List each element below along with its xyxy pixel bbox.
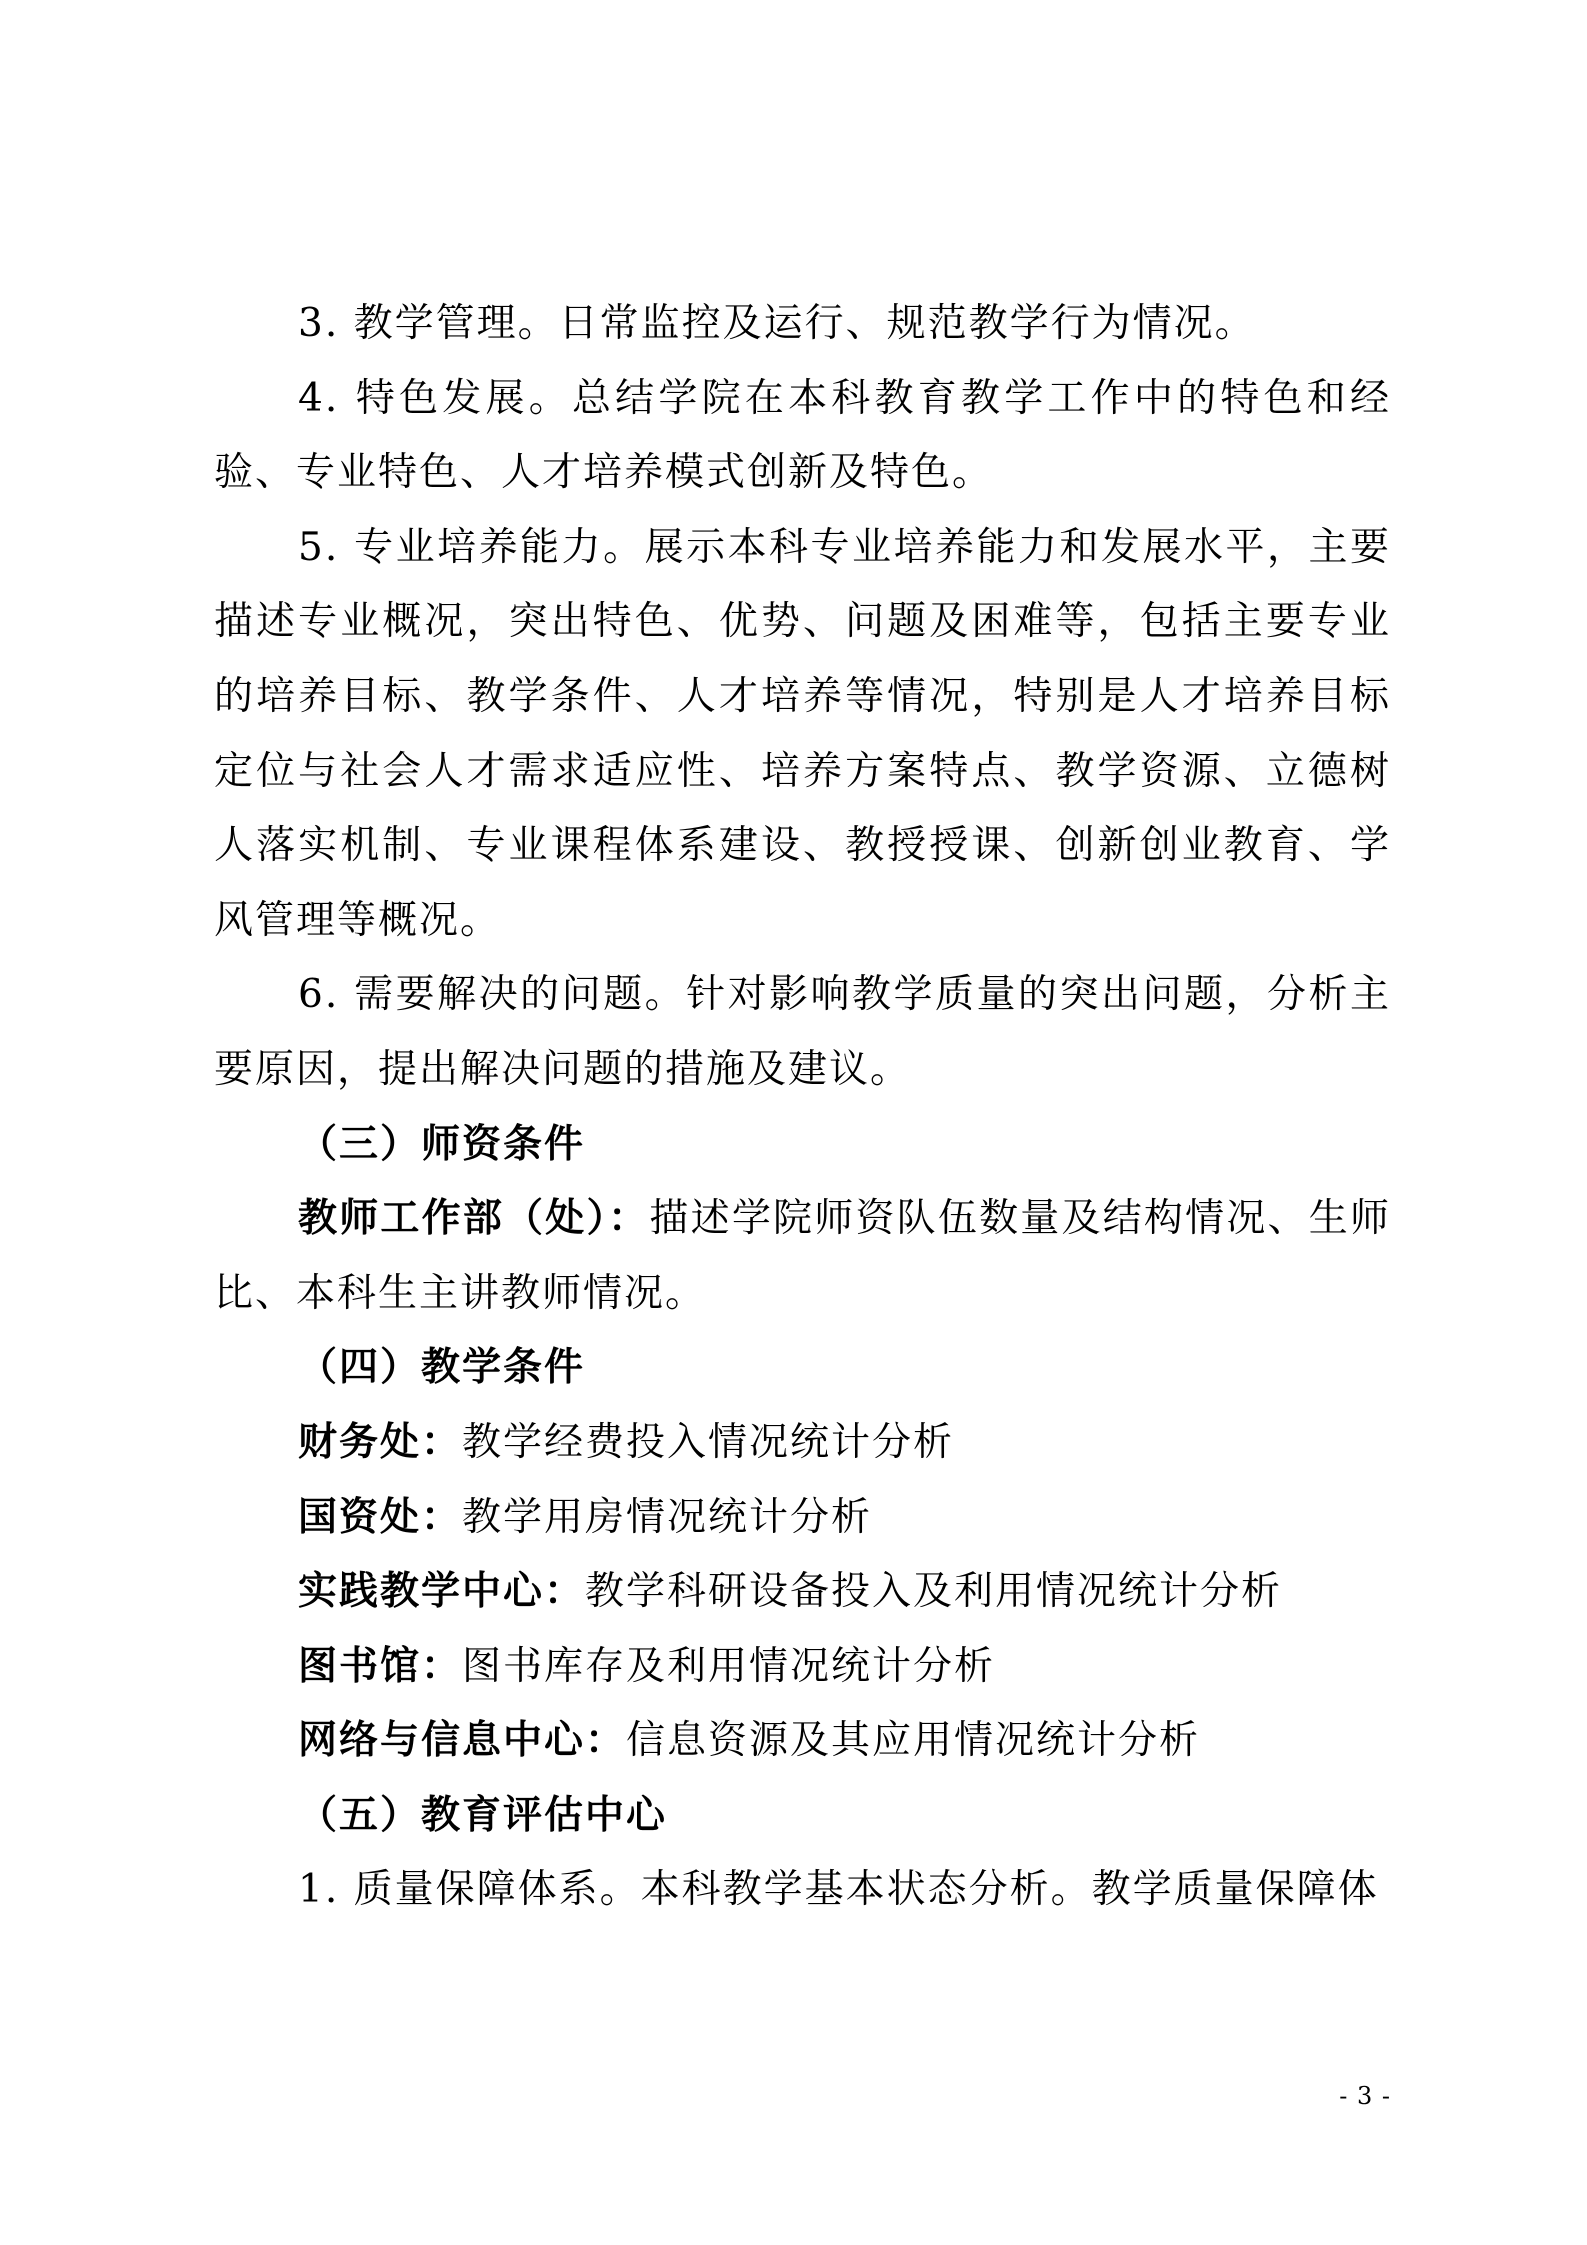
- paragraph-major-training-ability: 5. 专业培养能力。展示本科专业培养能力和发展水平，主要描述专业概况，突出特色、优势、问题及困难等，包括主要专业的培养目标、教学条件、人才培养等情况，特别是人才培养目标定位与社会人才需求适应性、培养方案特点、教学资源、立德树人落实机制、专业课程体系建设、教授授课、创新创业教育、学风管理等概况。: [214, 524, 1391, 943]
- faculty-dept-text: 描述学院师资队伍数量及结构情况、生师比、本科生主讲教师情况。: [214, 1196, 1391, 1316]
- dept-line-finance: [214, 1406, 1391, 1481]
- document-body: [214, 287, 1391, 1928]
- dept-label-practice-center: 实践教学中心：: [298, 1569, 586, 1615]
- dept-line-assets: [214, 1481, 1391, 1556]
- dept-text-assets: 教学用房情况统计分析: [462, 1494, 873, 1540]
- paragraph-quality-assurance: 1. 质量保障体系。本科教学基本状态分析。教学质量保障体: [298, 1867, 1379, 1913]
- paragraph-characteristic-development: 4. 特色发展。总结学院在本科教育教学工作中的特色和经验、专业特色、人才培养模式创新及特色。: [214, 375, 1391, 496]
- paragraph-teaching-management: 3. 教学管理。日常监控及运行、规范教学行为情况。: [298, 301, 1256, 346]
- section-heading-evaluation-center: （五）教育评估中心: [298, 1792, 668, 1838]
- dept-label-network-center: 网络与信息中心：: [298, 1718, 627, 1764]
- dept-label-library: 图书馆：: [298, 1643, 463, 1689]
- faculty-dept-line: [214, 1182, 1391, 1331]
- dept-line-practice-center: [214, 1555, 1391, 1630]
- dept-line-network-center: [214, 1704, 1391, 1779]
- dept-text-library: 图书库存及利用情况统计分析: [462, 1643, 996, 1689]
- dept-text-practice-center: 教学科研设备投入及利用情况统计分析: [585, 1569, 1283, 1615]
- dept-text-finance: 教学经费投入情况统计分析: [462, 1419, 955, 1465]
- section-heading-faculty: （三）师资条件: [298, 1121, 586, 1167]
- paragraph-problems-to-solve: 6. 需要解决的问题。针对影响教学质量的突出问题，分析主要原因，提出解决问题的措施及建议。: [214, 972, 1391, 1092]
- dept-label-assets: 国资处：: [298, 1494, 463, 1540]
- faculty-dept-label: 教师工作部（处）：: [298, 1196, 650, 1242]
- dept-text-network-center: 信息资源及其应用情况统计分析: [626, 1718, 1201, 1764]
- dept-line-library: [214, 1630, 1391, 1705]
- section-heading-teaching-conditions: （四）教学条件: [298, 1345, 586, 1391]
- dept-label-finance: 财务处：: [298, 1419, 463, 1465]
- page-number: - 3 -: [1339, 2082, 1391, 2110]
